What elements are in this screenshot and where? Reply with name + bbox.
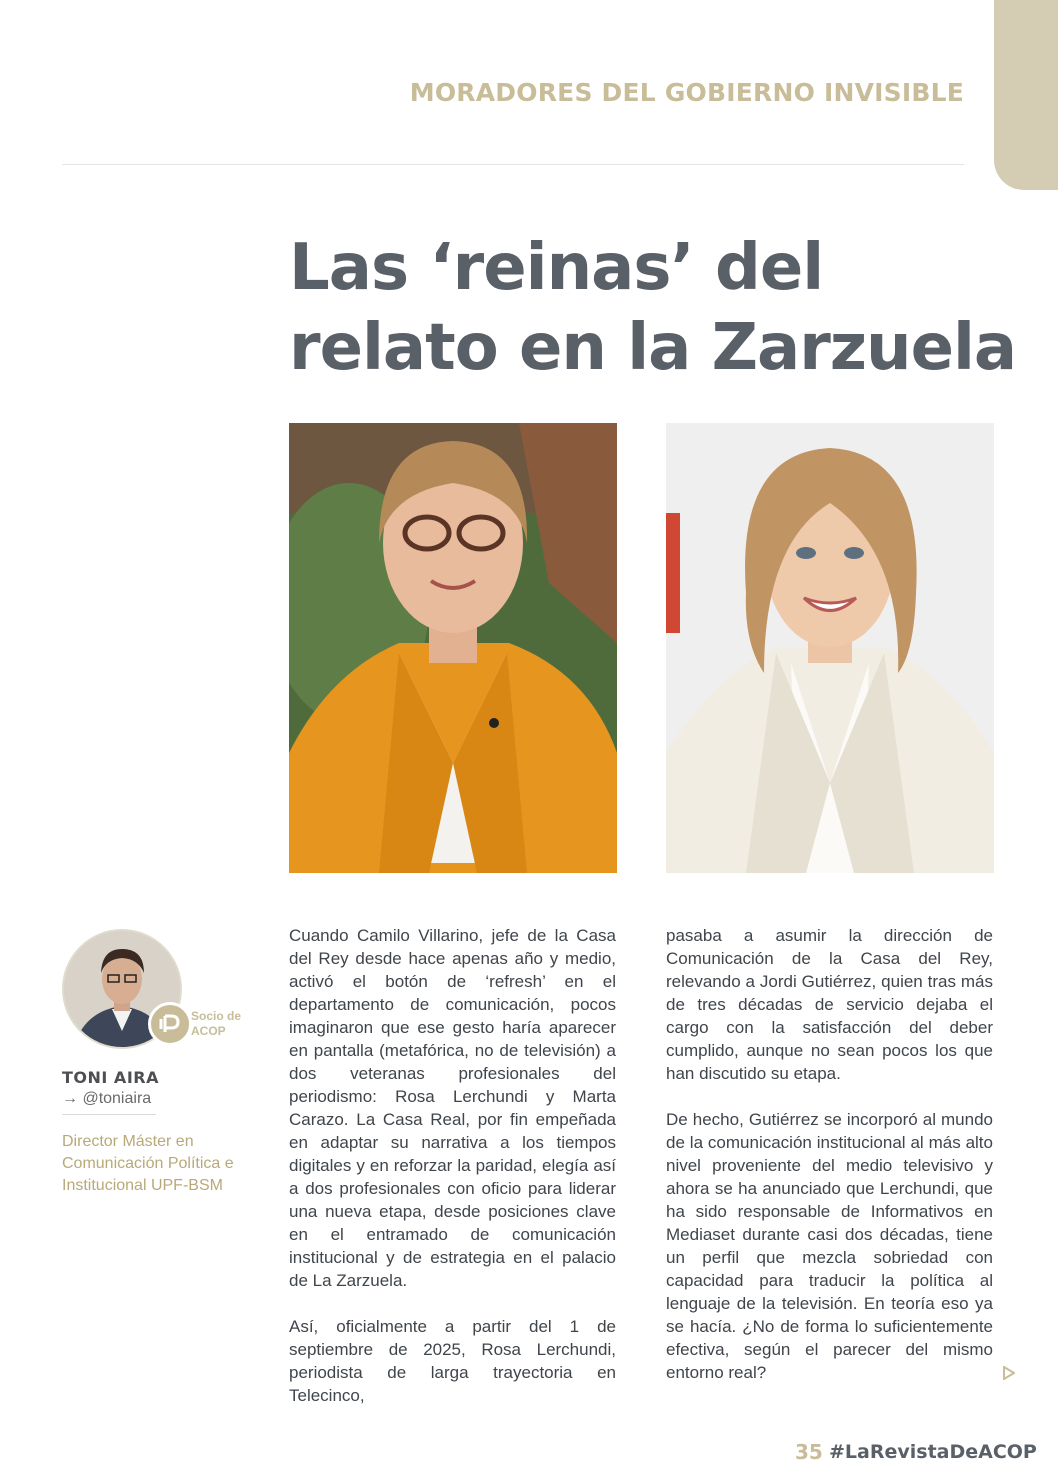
paragraph: pasaba a asumir la dirección de Comunicación de la Casa del Rey, relevando a Jordi Gutiérrez, quien tras más de tres décadas de servicio dejaba el cargo con la satisfacción del deber cumplido, aunque no sean pocos los que han discutido su etapa. [666, 926, 993, 1083]
header-divider [62, 164, 964, 165]
paragraph: Así, oficialmente a partir del 1 de septiembre de 2025, Rosa Lerchundi, periodista de larga trayectoria en Telecinco, [289, 1317, 616, 1405]
magazine-hashtag: #LaRevistaDeACOP [829, 1441, 1037, 1463]
author-name: TONI AIRA [62, 1068, 159, 1087]
paragraph: Cuando Camilo Villarino, jefe de la Casa del Rey desde hace apenas año y medio, activó el botón de ‘refresh’ en el departamento de comunicación, pocos imaginaron que ese gesto haría aparecer en pantalla (metafórica, no de televisión) a dos veteranas profesionales del periodismo: Rosa Lerchundi y Marta Carazo. La Casa Real, por fin empeñada en adaptar su narrativa a los tiempos digitales y en reforzar la paridad, elegía así a dos profesionales con oficio para liderar una nueva etapa, desde posiciones clave en el entramado de comunicación institucional y de estrategia en el palacio de La Zarzuela. [289, 926, 616, 1290]
handle-underline [62, 1114, 156, 1115]
article-column-1 [289, 924, 616, 1430]
headline-line-2: relato en la Zarzuela [289, 311, 1017, 385]
corner-tab [994, 0, 1058, 190]
article-headline [289, 228, 1049, 388]
triangle-right-icon[interactable] [1003, 1366, 1015, 1385]
headline-line-1: Las ‘reinas’ del [289, 231, 824, 305]
author-role: Director Máster en Comunicación Política e Institucional UPF-BSM [62, 1133, 234, 1194]
acop-member-label: Socio de ACOP [191, 1009, 242, 1038]
photo-woman-white-jacket [666, 423, 994, 873]
page-number: 35 [795, 1440, 823, 1464]
photo-woman-orange-jacket [289, 423, 617, 873]
acop-badge-icon [148, 1002, 192, 1046]
paragraph: De hecho, Gutiérrez se incorporó al mundo de la comunicación institucional al más alto nivel proveniente del medio televisivo y ahora se ha anunciado que Lerchundi, que ha sido responsable de Informativos en Mediaset durante casi dos décadas, tiene un perfil que mezcla sobriedad con capacidad para traducir la política al lenguaje de la televisión. En teoría eso ya se hacía. ¿No de forma lo suficientemente efectiva, según el parecer del mismo entorno real? [666, 1110, 993, 1382]
article-column-2 [666, 924, 993, 1407]
author-twitter-handle[interactable]: → @toniaira [62, 1090, 152, 1107]
section-title: MORADORES DEL GOBIERNO INVISIBLE [409, 78, 964, 107]
